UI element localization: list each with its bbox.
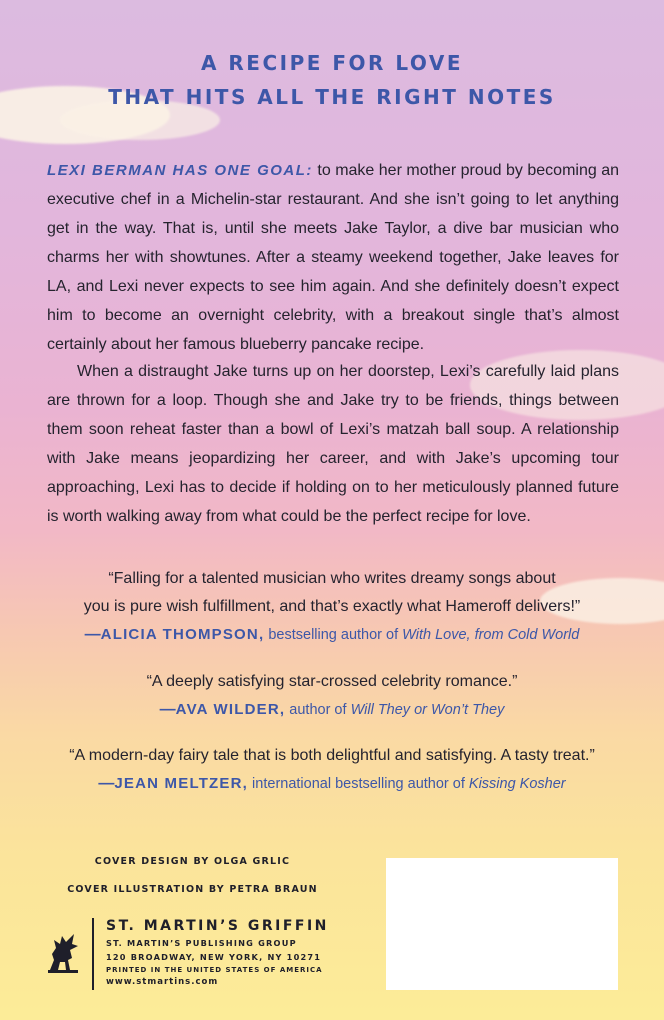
quote-2-role: author of [285,702,351,718]
barcode-box [386,858,618,990]
quote-1-title: With Love, from Cold World [402,627,580,643]
tagline-line-1: A RECIPE FOR LOVE [200,51,464,75]
cover-illustration-credit: COVER ILLUSTRATION BY PETRA BRAUN [67,884,318,895]
quote-3-attribution [0,770,664,798]
cover-design-credit: COVER DESIGN BY OLGA GRLIC [94,856,291,867]
publisher-website[interactable]: www.stmartins.com [106,977,219,987]
quote-1-name: ALICIA THOMPSON, [100,626,265,643]
quote-3-name: JEAN MELTZER, [114,775,249,792]
quote-1-line-1: “Falling for a talented musician who writes dreamy songs about [108,570,556,587]
tagline [0,46,664,114]
quote-2 [0,668,664,724]
quote-3 [0,742,664,798]
quote-2-dash: — [159,701,176,718]
cover-credits [0,848,385,904]
quote-1-line-2: you is pure wish fulfillment, and that’s exactly what Hameroff delivers!” [83,598,581,615]
blurb-lead: LEXI BERMAN HAS ONE GOAL: [47,162,313,179]
blurb-p1-text: to make her mother proud by becoming an executive chef in a Michelin-star restaurant. And she isn’t going to let anything get in the way. That is, until she meets Jake Taylor, a dive bar musician who charms her with showtunes. After a steamy weekend together, Jake leaves for LA, and Lexi never expects to see him again. And she definitely doesn’t expect him to become an overnight celebrity, with a breakout single that’s almost certainly about her famous blueberry pancake recipe. [47,162,620,353]
quote-1-role: bestselling author of [264,627,403,643]
quote-3-dash: — [98,775,115,792]
publisher-block [106,916,329,976]
tagline-line-2: THAT HITS ALL THE RIGHT NOTES [108,85,556,109]
griffin-logo-icon [44,930,82,974]
publisher-divider [92,918,94,990]
quote-1 [0,565,664,649]
quote-3-line-1: “A modern-day fairy tale that is both delightful and satisfying. A tasty treat.” [69,747,595,764]
quote-2-name: AVA WILDER, [175,701,286,718]
quote-3-title: Kissing Kosher [468,776,566,792]
printed-in: PRINTED IN THE UNITED STATES OF AMERICA [106,966,323,974]
quote-2-title: Will They or Won’t They [350,702,505,718]
blurb-paragraph-2: When a distraught Jake turns up on her doorstep, Lexi’s carefully laid plans are thrown for a loop. Though she and Jake try to be friends, things between them soon reheat faster than a bowl of Lexi’s matzah ball soup. A relationship with Jake means jeopardizing her career, and with Jake’s upcoming tour approaching, Lexi has to decide if holding on to her meticulously planned future is worth walking away from what could be the perfect recipe for love. [47,363,619,525]
publisher-group: ST. MARTIN’S PUBLISHING GROUP [106,938,297,948]
publisher-address: 120 BROADWAY, NEW YORK, NY 10271 [106,952,322,962]
quote-1-attribution [0,621,664,649]
blurb-paragraph-1 [47,156,619,359]
quote-3-role: international bestselling author of [248,776,469,792]
publisher-name: ST. MARTIN’S GRIFFIN [106,918,329,934]
quote-2-attribution [0,696,664,724]
quote-1-dash: — [84,626,101,643]
quote-2-line-1: “A deeply satisfying star-crossed celebrity romance.” [146,673,518,690]
